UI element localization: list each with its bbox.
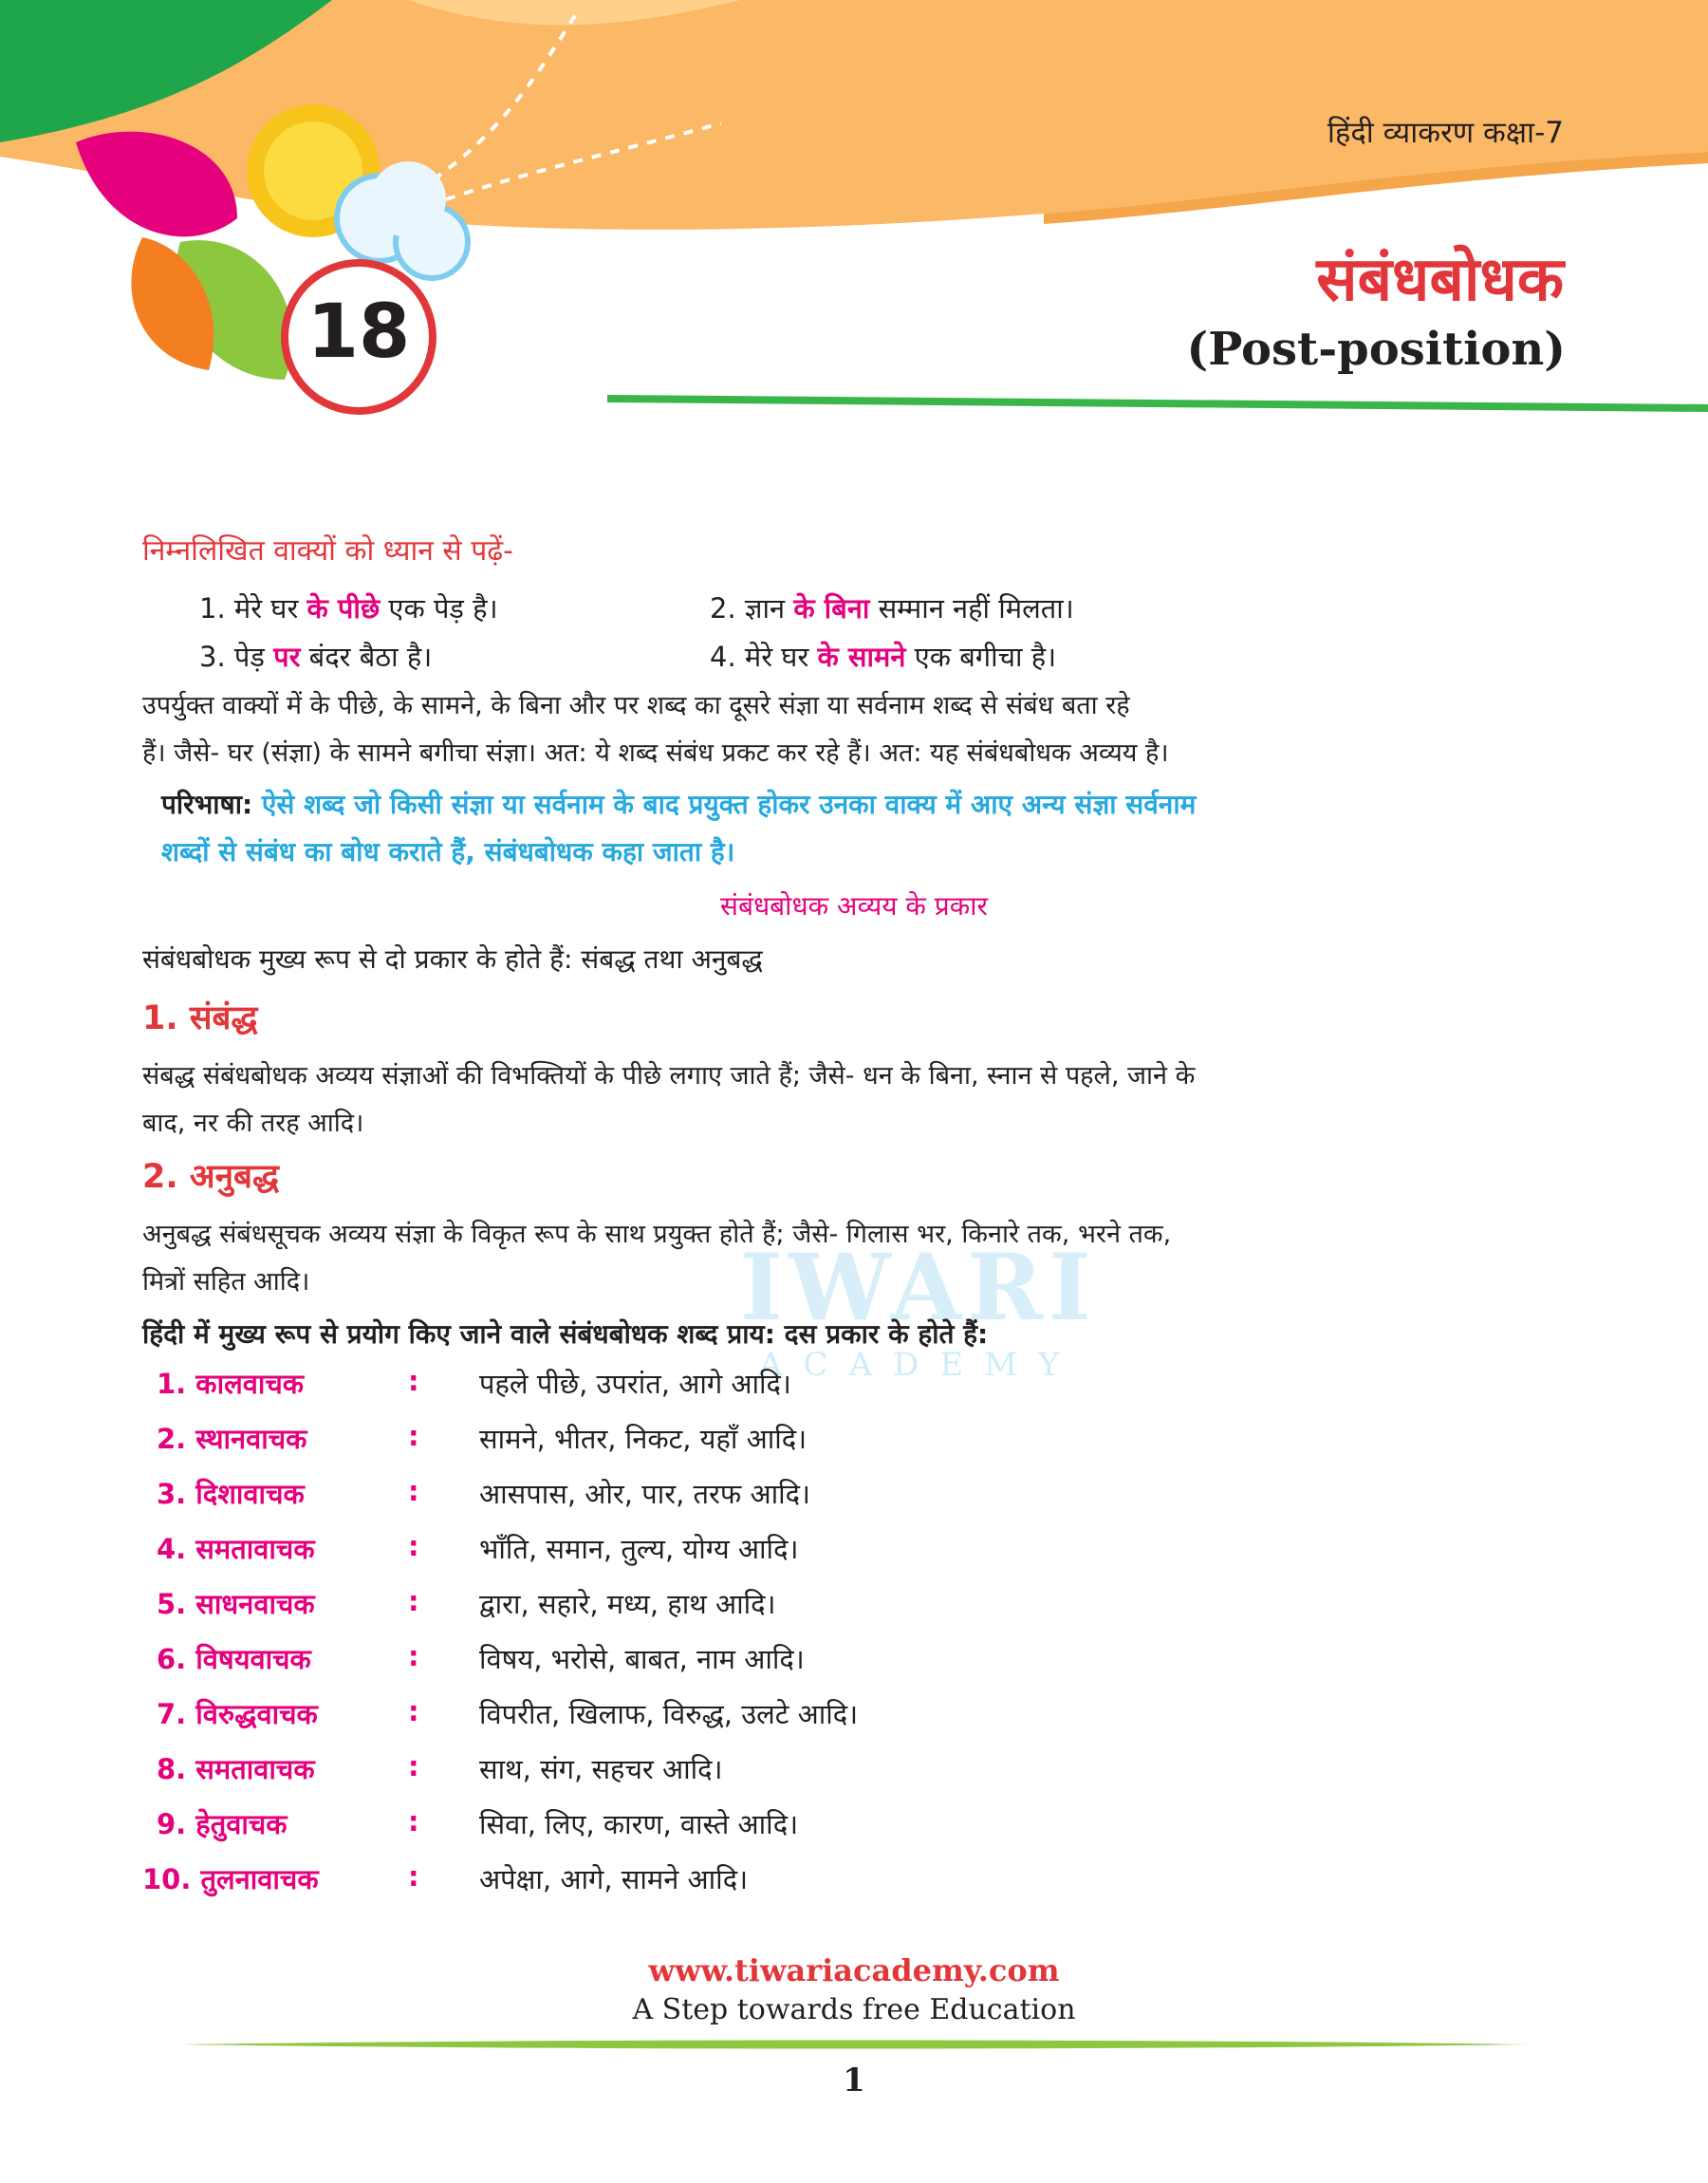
list-item-colon: : xyxy=(408,1420,419,1452)
intro-prompt: निम्नलिखित वाक्यों को ध्यान से पढ़ें- xyxy=(142,534,513,568)
list-item-text: पहले पीछे, उपरांत, आगे आदि। xyxy=(479,1368,791,1400)
section-1-line-1: संबद्ध संबंधबोधक अव्यय संज्ञाओं की विभक्तियों के पीछे लगाए जाते हैं; जैसे- धन के बिना, स्नान से पहले, जाने के xyxy=(142,1061,1196,1091)
list-item-text: सामने, भीतर, निकट, यहाँ आदि। xyxy=(479,1423,808,1455)
list-item-colon: : xyxy=(408,1365,419,1397)
list-item-label: 4. समतावाचक xyxy=(157,1533,315,1565)
list-item-label: 5. साधनवाचक xyxy=(157,1588,315,1620)
footer-url: www.tiwariacademy.com xyxy=(648,1952,1060,1988)
watermark-subtext: ACADEMY xyxy=(759,1346,1081,1384)
section-1-line-2: बाद, नर की तरह आदि। xyxy=(142,1109,364,1138)
example-sentence-1: 1. मेरे घर के पीछे एक पेड़ है। xyxy=(199,592,498,625)
list-item-label: 8. समतावाचक xyxy=(157,1753,315,1785)
example-sentence-3: 3. पेड़ पर बंदर बैठा है। xyxy=(199,641,433,673)
section-1-title: 1. संबंद्ध xyxy=(142,999,258,1037)
list-item-colon: : xyxy=(408,1640,419,1672)
list-item-text: आसपास, ओर, पार, तरफ आदि। xyxy=(479,1478,811,1510)
definition-line-2: शब्दों से संबंध का बोध कराते हैं, संबंधबोधक कहा जाता है। xyxy=(161,836,735,868)
list-item-colon: : xyxy=(408,1695,419,1727)
chapter-title: संबंधबोधक xyxy=(1316,245,1564,315)
section-2-line-2: मित्रों सहित आदि। xyxy=(142,1267,310,1297)
watermark-text: IWARI xyxy=(740,1234,1097,1341)
list-item-text: सिवा, लिए, कारण, वास्ते आदि। xyxy=(479,1808,799,1840)
section-2-title: 2. अनुबद्ध xyxy=(142,1158,279,1196)
list-item-text: भाँति, समान, तुल्य, योग्य आदि। xyxy=(479,1533,799,1565)
types-heading: संबंधबोधक अव्यय के प्रकार xyxy=(720,890,988,922)
list-heading: हिंदी में मुख्य रूप से प्रयोग किए जाने वाले संबंधबोधक शब्द प्राय: दस प्रकार के होते हैं: xyxy=(142,1318,989,1350)
explanation-line-1: उपर्युक्त वाक्यों में के पीछे, के सामने, के बिना और पर शब्द का दूसरे संज्ञा या सर्वनाम शब्द से संबंध बता रहे xyxy=(142,691,1130,720)
definition-label: परिभाषा: xyxy=(161,789,253,820)
list-item-label: 6. विषयवाचक xyxy=(157,1643,311,1675)
list-item-colon: : xyxy=(408,1805,419,1838)
list-item-label: 10. तुलनावाचक xyxy=(142,1863,319,1895)
chapter-subtitle: (Post-position) xyxy=(1186,323,1566,376)
list-item-text: विषय, भरोसे, बाबत, नाम आदि। xyxy=(479,1643,805,1675)
example-sentence-2: 2. ज्ञान के बिना सम्मान नहीं मिलता। xyxy=(710,592,1074,625)
list-item-text: साथ, संग, सहचर आदि। xyxy=(479,1753,723,1785)
series-title: हिंदी व्याकरण कक्षा-7 xyxy=(1327,116,1564,150)
chapter-number: 18 xyxy=(306,289,411,375)
list-item-label: 2. स्थानवाचक xyxy=(157,1423,307,1455)
list-item-label: 3. दिशावाचक xyxy=(157,1478,305,1510)
list-item-text: द्वारा, सहारे, मध्य, हाथ आदि। xyxy=(479,1588,776,1620)
list-item-label: 1. कालवाचक xyxy=(157,1368,305,1400)
footer-divider xyxy=(180,2039,1528,2050)
list-item-text: अपेक्षा, आगे, सामने आदि। xyxy=(479,1863,749,1895)
list-item-label: 9. हेतुवाचक xyxy=(157,1808,288,1840)
list-item-colon: : xyxy=(408,1860,419,1893)
list-item-text: विपरीत, खिलाफ, विरुद्ध, उलटे आदि। xyxy=(479,1698,859,1730)
types-intro: संबंधबोधक मुख्य रूप से दो प्रकार के होते हैं: संबद्ध तथा अनुबद्ध xyxy=(142,943,763,975)
footer-tagline: A Step towards free Education xyxy=(632,1993,1076,2026)
page-number: 1 xyxy=(843,2062,865,2099)
list-item-colon: : xyxy=(408,1750,419,1782)
section-2-line-1: अनुबद्ध संबंधसूचक अव्यय संज्ञा के विकृत रूप के साथ प्रयुक्त होते हैं; जैसे- गिलास भर, किनारे तक, भरने तक, xyxy=(142,1220,1172,1249)
definition-line-1: परिभाषा: ऐसे शब्द जो किसी संज्ञा या सर्वनाम के बाद प्रयुक्त होकर उनका वाक्य में आए अन्य संज्ञा सर्वनाम xyxy=(161,789,1197,820)
example-sentence-4: 4. मेरे घर के सामने एक बगीचा है। xyxy=(710,641,1057,673)
explanation-line-2: हैं। जैसे- घर (संज्ञा) के सामने बगीचा संज्ञा। अत: ये शब्द संबंध प्रकट कर रहे हैं। अत: यह संबंधबोधक अव्यय है। xyxy=(142,738,1169,768)
list-item-colon: : xyxy=(408,1530,419,1562)
list-item-label: 7. विरुद्धवाचक xyxy=(157,1698,318,1730)
header-banner-art xyxy=(0,0,1708,446)
list-item-colon: : xyxy=(408,1585,419,1617)
list-item-colon: : xyxy=(408,1475,419,1507)
